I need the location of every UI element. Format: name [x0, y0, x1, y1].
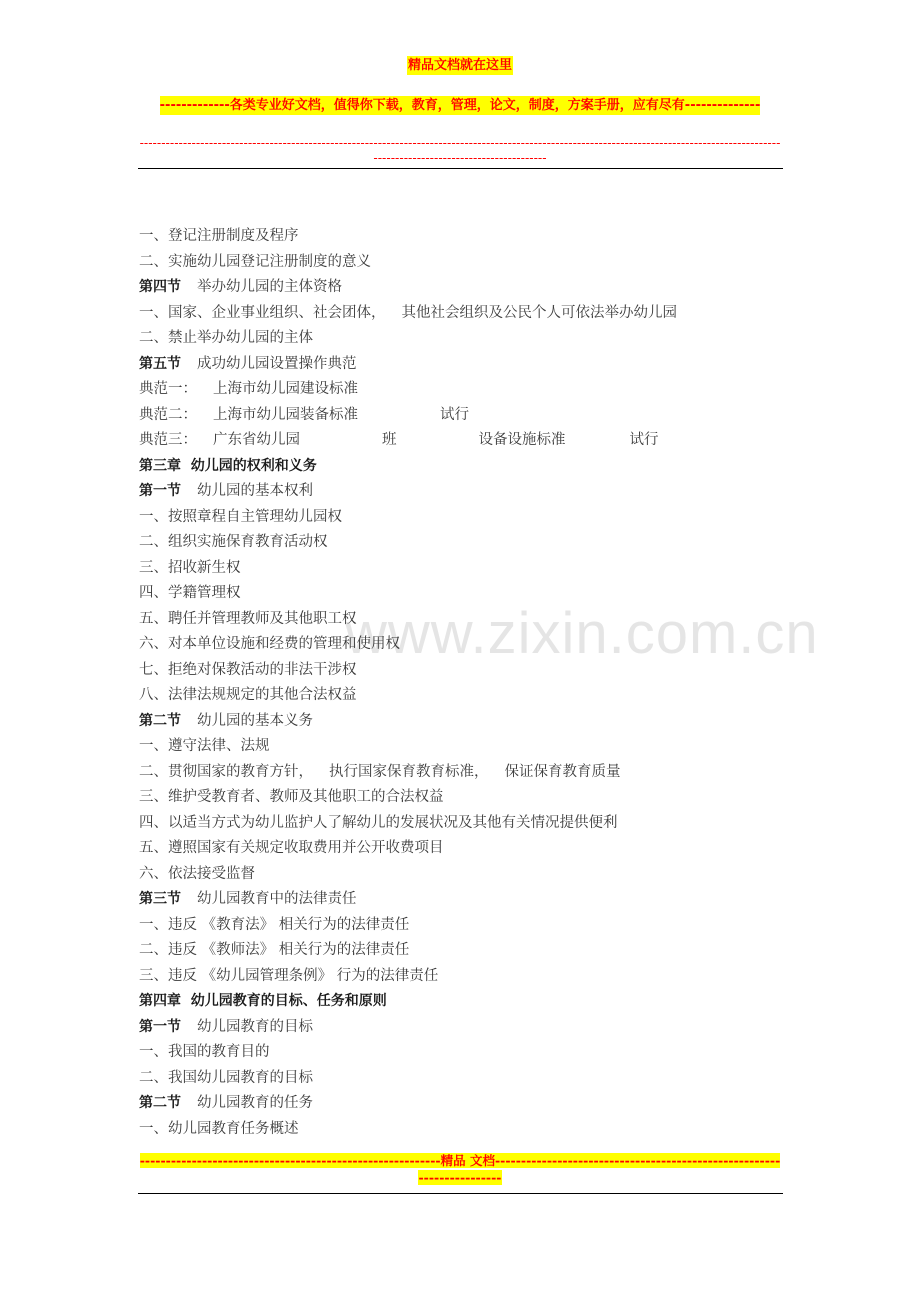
section-heading — [139, 479, 789, 505]
list-item: 五、遵照国家有关规定收取费用并公开收费项目 — [139, 840, 444, 856]
list-item-part: 班 — [382, 432, 397, 448]
list-item: 二、我国幼儿园教育的目标 — [139, 1069, 313, 1086]
section-heading — [139, 709, 789, 735]
list-item: 四、学籍管理权 — [139, 585, 241, 601]
section-heading — [139, 275, 789, 301]
list-item: 三、维护受教育者、教师及其他职工的合法权益 — [139, 789, 444, 805]
list-item-part: 其他社会组织及公民个人可依法举办幼儿园 — [401, 304, 677, 321]
list-item: 一、遵守法律、法规 — [139, 738, 270, 754]
list-item: 七、拒绝对保教活动的非法干涉权 — [139, 661, 357, 678]
list-item-part: 试行 — [440, 406, 469, 423]
section-number: 第二节 — [139, 712, 181, 729]
section-heading — [139, 1091, 789, 1117]
section-title: 幼儿园的基本义务 — [197, 712, 313, 729]
list-item: 三、招收新生权 — [139, 559, 241, 576]
section-title: 成功幼儿园设置操作典范 — [197, 355, 357, 372]
list-item: 六、对本单位设施和经费的管理和使用权 — [139, 636, 400, 652]
section-title: 举办幼儿园的主体资格 — [197, 279, 342, 295]
watermark: www.zixin.com.cn — [345, 601, 819, 666]
section-title: 幼儿园教育的目标 — [197, 1018, 313, 1035]
list-item: 一、幼儿园教育任务概述 — [139, 1120, 299, 1137]
list-item — [139, 760, 789, 786]
list-item: 二、禁止举办幼儿园的主体 — [139, 330, 313, 346]
header-title — [0, 55, 920, 77]
section-heading — [139, 352, 789, 378]
list-item: 八、法律法规规定的其他合法权益 — [139, 687, 357, 703]
list-item-part: 典范一： — [139, 381, 197, 397]
header-dash-line: -------------------------------------------------------------------------------------------------------------------------------------------------------------------------------------------- — [139, 136, 781, 165]
list-item-part: 二、贯彻国家的教育方针， — [139, 763, 313, 780]
list-item: 一、我国的教育目的 — [139, 1044, 270, 1060]
footer-text: ----------------------------------------------------------精品 文档----------------------------------------------------------------------- — [139, 1153, 781, 1185]
list-item: 一、按照章程自主管理幼儿园权 — [139, 508, 342, 525]
list-item-part: 上海市幼儿园建设标准 — [213, 381, 358, 397]
list-item-part: 典范二： — [139, 406, 197, 423]
list-item: 四、以适当方式为幼儿监护人了解幼儿的发展状况及其他有关情况提供便利 — [139, 814, 618, 831]
chapter-heading — [139, 989, 789, 1015]
list-item-part: 一、国家、企业事业组织、社会团体， — [139, 304, 386, 321]
list-item-part: 保证保育教育质量 — [504, 763, 621, 780]
list-item-part: 执行国家保育教育标准， — [329, 763, 489, 780]
list-item — [139, 403, 789, 429]
list-item: 二、违反 《教师法》 相关行为的法律责任 — [139, 942, 410, 958]
list-item: 二、实施幼儿园登记注册制度的意义 — [139, 253, 371, 270]
chapter-title: 第四章 幼儿园教育的目标、任务和原则 — [139, 993, 387, 1009]
chapter-heading — [139, 454, 789, 480]
list-item — [139, 428, 789, 454]
chapter-title: 第三章 幼儿园的权利和义务 — [139, 457, 317, 474]
section-number: 第五节 — [139, 355, 181, 372]
document-body — [139, 224, 789, 1142]
section-title: 幼儿园教育的任务 — [197, 1095, 313, 1111]
list-item-part: 设备设施标准 — [478, 432, 566, 448]
section-number: 第二节 — [139, 1095, 181, 1111]
section-title: 幼儿园教育中的法律责任 — [197, 891, 357, 907]
header-subtitle — [0, 95, 920, 117]
section-number: 第一节 — [139, 483, 181, 499]
list-item-part: 广东省幼儿园 — [213, 432, 300, 448]
footer-rule — [138, 1193, 783, 1194]
list-item: 一、登记注册制度及程序 — [139, 228, 299, 244]
header-subtitle-text: -------------各类专业好文档，值得你下载，教育，管理，论文，制度，方案手册，应有尽有-------------- — [159, 98, 761, 113]
header-rule — [138, 168, 783, 169]
section-number: 第四节 — [139, 279, 181, 295]
list-item: 三、违反 《幼儿园管理条例》 行为的法律责任 — [139, 967, 439, 984]
list-item: 一、违反 《教育法》 相关行为的法律责任 — [139, 916, 410, 933]
footer-banner — [139, 1152, 781, 1188]
list-item — [139, 377, 789, 403]
section-heading — [139, 1015, 789, 1041]
section-heading — [139, 887, 789, 913]
header-title-text: 精品文档就在这里 — [407, 58, 512, 73]
list-item-part: 试行 — [629, 432, 659, 448]
section-number: 第一节 — [139, 1018, 181, 1035]
list-item-part: 典范三： — [139, 432, 197, 448]
list-item — [139, 301, 789, 327]
list-item: 二、组织实施保育教育活动权 — [139, 534, 328, 550]
section-number: 第三节 — [139, 891, 181, 907]
list-item: 六、依法接受监督 — [139, 865, 255, 882]
section-title: 幼儿园的基本权利 — [197, 483, 313, 499]
list-item-part: 上海市幼儿园装备标准 — [213, 406, 358, 423]
list-item: 五、聘任并管理教师及其他职工权 — [139, 610, 357, 627]
